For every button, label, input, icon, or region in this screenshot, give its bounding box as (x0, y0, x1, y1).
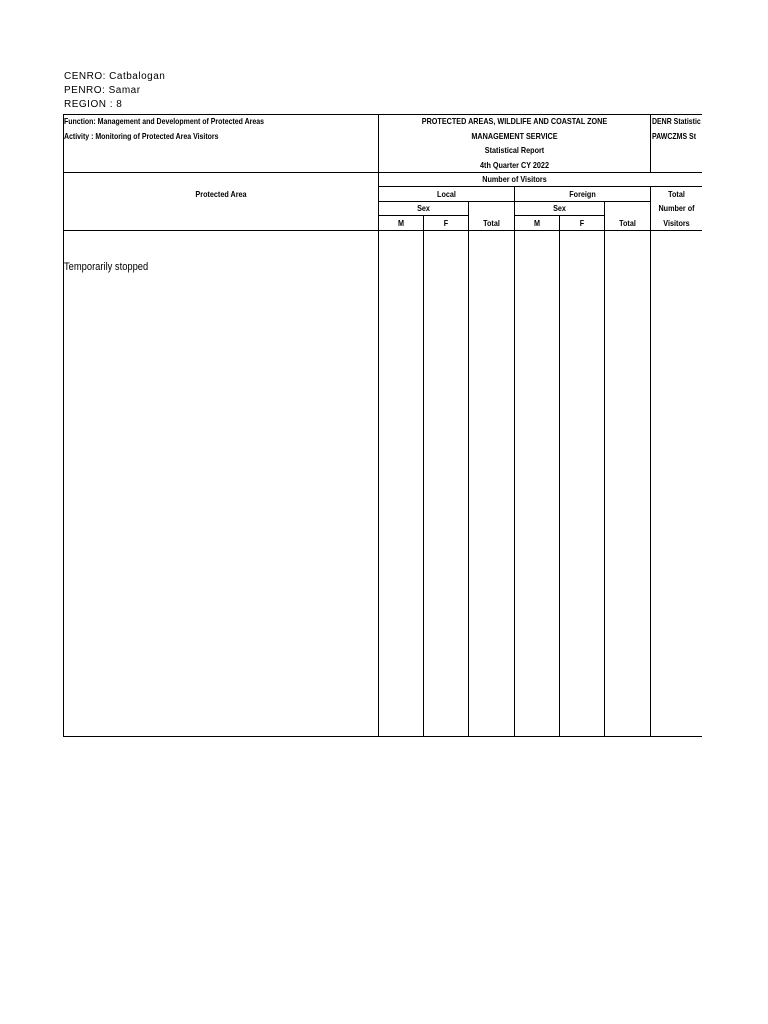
report-period: 4th Quarter CY 2022 (480, 160, 549, 170)
region-label: REGION : 8 (64, 99, 123, 110)
total-column-divider (650, 186, 651, 737)
local-foreign-divider (514, 186, 515, 737)
report-table (63, 114, 702, 737)
foreign-total-header: Total (619, 218, 636, 228)
header-separator (63, 172, 702, 173)
denr-line-2: PAWCZMS St (652, 131, 697, 141)
foreign-sex-line (515, 215, 605, 216)
denr-line-1: DENR Statistic (652, 116, 701, 126)
header-bottom-line (63, 230, 702, 231)
denr-divider (650, 114, 651, 172)
protected-area-divider (378, 114, 379, 737)
foreign-header: Foreign (569, 189, 596, 199)
foreign-m-header: M (533, 218, 541, 228)
function-label: Function: Management and Development of Protected Areas (64, 116, 264, 126)
local-sex-line (379, 215, 469, 216)
local-f-header: F (443, 218, 449, 228)
table-border-bottom (63, 736, 702, 737)
penro-label: PENRO: Samar (64, 85, 141, 96)
report-type: Statistical Report (484, 145, 545, 155)
local-foreign-line (379, 201, 651, 202)
status-note: Temporarily stopped (64, 261, 149, 273)
protected-area-header: Protected Area (195, 189, 247, 199)
activity-label: Activity : Monitoring of Protected Area Visitors (64, 131, 219, 141)
local-header: Local (437, 189, 456, 199)
local-total-header: Total (483, 218, 500, 228)
cenro-label: CENRO: Catbalogan (64, 71, 166, 82)
foreign-sex-header: Sex (553, 203, 566, 213)
local-m-f-divider (423, 215, 424, 737)
foreign-total-divider (604, 201, 605, 737)
table-border-left (63, 114, 64, 737)
visitors-group-line (379, 186, 702, 187)
local-total-divider (468, 201, 469, 737)
total-visitors-header-line2: Number of (658, 203, 695, 213)
total-visitors-header-line1: Total (668, 189, 685, 199)
local-m-header: M (397, 218, 405, 228)
foreign-f-header: F (579, 218, 585, 228)
office-line-2: MANAGEMENT SERVICE (471, 131, 558, 141)
office-line-1: PROTECTED AREAS, WILDLIFE AND COASTAL ZONE (421, 116, 608, 126)
foreign-m-f-divider (559, 215, 560, 737)
table-border-top (63, 114, 702, 115)
local-sex-header: Sex (417, 203, 430, 213)
total-visitors-header-line3: Visitors (663, 218, 690, 228)
visitors-group-header: Number of Visitors (482, 174, 547, 184)
